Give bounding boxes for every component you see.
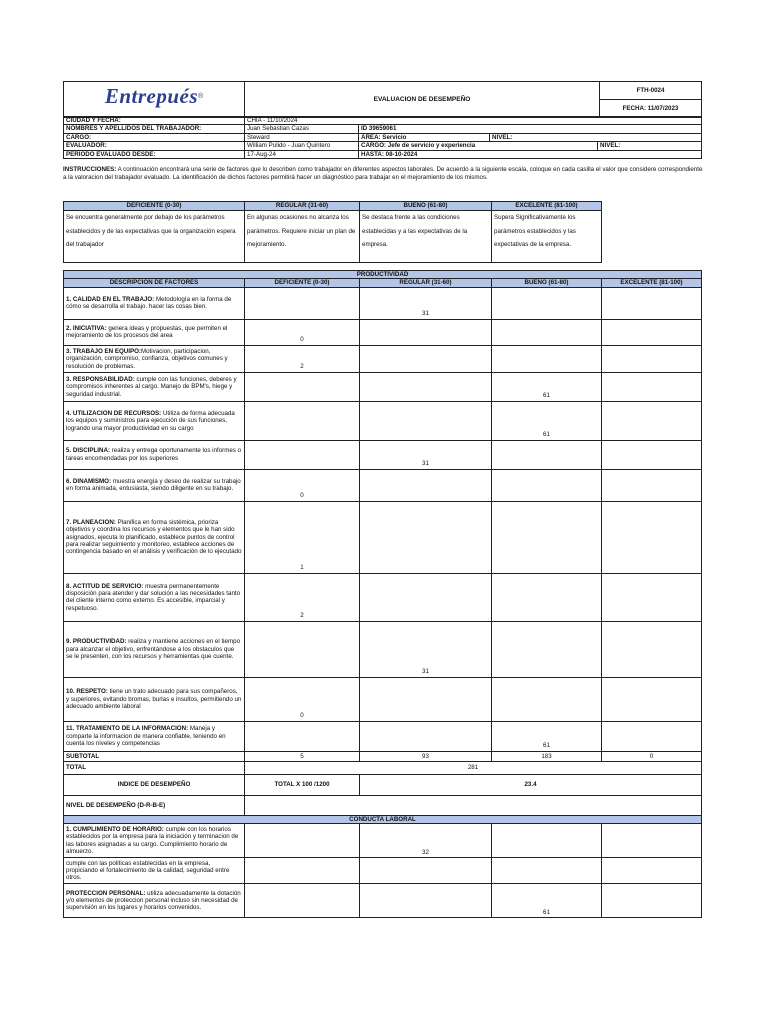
productividad-factor-description — [64, 621, 245, 677]
conducta-score-exc[interactable] — [602, 884, 702, 918]
conducta-score-def[interactable] — [245, 858, 360, 884]
subtotal-excelente: 0 — [602, 751, 702, 761]
periodo-label: PERIODO EVALUADO DESDE: — [64, 150, 245, 158]
productividad-score-reg[interactable] — [360, 319, 492, 345]
total-label: TOTAL — [64, 761, 245, 774]
col-descripcion: DESCRIPCION DE FACTORES — [64, 279, 245, 287]
productividad-score-bue[interactable] — [492, 287, 602, 319]
productividad-score-def[interactable]: 2 — [245, 573, 360, 621]
conducta-factor-text: cumple con los horarios establecidos por la empresa para la iniciación y terminacion de las labores asignadas a su cargo. Cumplimiento horario de almuerzo. — [66, 825, 239, 856]
productividad-factor-text: muestra permanentemente disposición para atender y dar solución a las necesidades tanto del cliente interno como externo. Es accesible, imparcial y respetuoso. — [66, 582, 241, 612]
productividad-factor-description — [64, 573, 245, 621]
instructions-label: INSTRUCCIONES: — [63, 166, 117, 173]
city-label: CIUDAD Y FECHA: — [64, 117, 245, 125]
productividad-title: PRODUCTIVIDAD — [64, 271, 702, 279]
productividad-score-exc[interactable] — [602, 287, 702, 319]
conducta-factor-description — [64, 858, 245, 884]
worker-name-label: NOMBRES Y APELLIDOS DEL TRABAJADOR: — [64, 125, 245, 133]
productividad-factor-description — [64, 372, 245, 401]
productividad-score-reg[interactable] — [360, 677, 492, 721]
productividad-score-reg[interactable] — [360, 372, 492, 401]
productividad-score-bue[interactable] — [492, 469, 602, 501]
productividad-score-def[interactable] — [245, 721, 360, 751]
info-table — [63, 116, 702, 159]
conducta-score-reg[interactable] — [360, 884, 492, 918]
productividad-score-def[interactable]: 0 — [245, 319, 360, 345]
productividad-score-exc[interactable] — [602, 721, 702, 751]
productividad-factor-text: Motivacion, participacion, organización, compromiso, confianza, objetivos comunes y resolución de problemas. — [66, 347, 228, 370]
productividad-factor-title: 4. UTILIZACION DE RECURSOS: — [66, 409, 162, 417]
productividad-score-bue[interactable] — [492, 677, 602, 721]
productividad-score-reg[interactable] — [360, 721, 492, 751]
cargo-value: Steward — [245, 133, 359, 141]
productividad-factor-title: 9. PRODUCTIVIDAD: — [66, 638, 127, 646]
header-table — [63, 81, 702, 118]
productividad-row — [64, 573, 702, 621]
area-label: ÁREA: Servicio — [359, 133, 490, 141]
instructions — [63, 166, 703, 182]
form-date: FECHA: 11/07/2023 — [600, 100, 702, 118]
productividad-score-def[interactable]: 2 — [245, 345, 360, 372]
productividad-factor-text: Utiliza de forma adecuada los equipos y suministros para ejecución de sus funciones, logrando una mayor productividad en su cargo — [66, 409, 235, 432]
productividad-score-bue[interactable] — [492, 440, 602, 469]
productividad-row — [64, 401, 702, 440]
conducta-row — [64, 858, 702, 884]
productividad-score-bue[interactable]: 61 — [492, 721, 602, 751]
subtotal-regular: 93 — [360, 751, 492, 761]
scale-table — [63, 201, 602, 263]
conducta-factor-text: utiliza adecuadamente la dotación y/o elementos de proteccion personal incluso sin necesidad de supervisión en los lugares y horarios convenidos. — [66, 889, 241, 912]
conducta-score-bue[interactable] — [492, 858, 602, 884]
scale-header-excelente: EXCELENTE (81-100) — [492, 202, 602, 211]
conducta-factor-title: PROTECCION PERSONAL: — [66, 889, 146, 897]
productividad-row — [64, 621, 702, 677]
nivel-desempeno-value[interactable] — [245, 795, 702, 815]
productividad-row — [64, 677, 702, 721]
productividad-score-reg[interactable] — [360, 345, 492, 372]
productividad-factor-title: 1. CALIDAD EN EL TRABAJO: — [66, 295, 155, 303]
hasta-label: HASTA: 08-10-2024 — [359, 150, 702, 158]
scale-desc-excelente: Supera Significativamente los parámetros establecidos y las expectativas de la empresa. — [492, 211, 602, 263]
productividad-row — [64, 469, 702, 501]
conducta-factor-description — [64, 824, 245, 858]
periodo-value: 17-Aug-24 — [245, 150, 359, 158]
scale-header-deficiente: DEFICIENTE (0-30) — [64, 202, 245, 211]
scale-desc-deficiente: Se encuentra generalmente por debajo de los parámetros establecidos y de las expectativas que la organización espera del trabajador — [64, 211, 245, 263]
indice-label: INDICE DE DESEMPEÑO — [64, 774, 245, 795]
productividad-row — [64, 440, 702, 469]
conducta-score-exc[interactable] — [602, 858, 702, 884]
productividad-score-def[interactable] — [245, 440, 360, 469]
productividad-score-reg[interactable] — [360, 573, 492, 621]
worker-id: ID 39659061 — [359, 125, 702, 133]
conducta-factor-description — [64, 884, 245, 918]
productividad-factor-description — [64, 345, 245, 372]
scale-header-bueno: BUENO (61-80) — [360, 202, 492, 211]
subtotal-deficiente: 5 — [245, 751, 360, 761]
productividad-score-exc[interactable] — [602, 440, 702, 469]
productividad-factor-text: realiza y entrega oportunamente los informes o tareas encomendadas por los superiores — [66, 447, 242, 462]
productividad-factor-title: 2. INICIATIVA: — [66, 324, 107, 332]
productividad-score-def[interactable]: 1 — [245, 501, 360, 573]
conducta-score-bue[interactable]: 61 — [492, 884, 602, 918]
indice-value: 23.4 — [360, 774, 702, 795]
productividad-score-exc[interactable] — [602, 469, 702, 501]
productividad-score-exc[interactable] — [602, 677, 702, 721]
productividad-score-bue[interactable]: 61 — [492, 372, 602, 401]
productividad-score-bue[interactable]: 61 — [492, 401, 602, 440]
productividad-score-exc[interactable] — [602, 401, 702, 440]
scale-header-regular: REGULAR (31-60) — [245, 202, 360, 211]
productividad-score-reg[interactable]: 31 — [360, 440, 492, 469]
conducta-row — [64, 884, 702, 918]
productividad-factor-title: 6. DINAMISMO: — [66, 477, 112, 485]
productividad-score-def[interactable] — [245, 372, 360, 401]
nivel-label: NIVEL: — [490, 133, 702, 141]
form-title: EVALUACION DE DESEMPEÑO — [245, 82, 600, 118]
productividad-score-reg[interactable]: 31 — [360, 621, 492, 677]
logo-cell — [64, 82, 245, 118]
productividad-factor-text: realiza y mantiene acciones en el tiempo para alcanzar el objetivo, enfrentándose a los obstaculos que se le presenten, con los recursos y herramientas que cuente. — [66, 638, 241, 661]
conducta-score-bue[interactable] — [492, 824, 602, 858]
conducta-factor-title: 1. CUMPLIMIENTO DE HORARIO: — [66, 825, 164, 833]
productividad-factor-text: Metodología en la forma de cómo se desarrolla el trabajo. hacer las cosas bien. — [66, 295, 232, 311]
city-value: CHIA - 11/10/2024 — [245, 117, 702, 125]
productividad-factor-text: tiene un trato adecuado para sus compañeros, y superiores, evitando bromas, burlas e insultos, permitiendo un adecuado ambiente laboral — [66, 688, 242, 711]
conducta-score-def[interactable] — [245, 884, 360, 918]
productividad-factor-text: Planifica en forma sistémica, prioriza objetivos y coordina los recursos y elementos que le han sido asignados, ejecuta lo planificado, establece puntos de control para realizar seguimiento y monitoreo, establece acciones de contingencia basado en el análisis y verificación de lo ejecutado — [66, 518, 242, 556]
form-code: FTH-0024 — [600, 82, 702, 100]
cargo-label: CARGO: — [64, 133, 245, 141]
productividad-factor-description — [64, 469, 245, 501]
evaluador-value: William Pulido - Juan Quintero — [245, 142, 359, 150]
productividad-row — [64, 345, 702, 372]
col-regular: REGULAR (31-60) — [360, 279, 492, 287]
evaluador-cargo: CARGO: Jefe de servicio y experiencia — [359, 142, 598, 150]
productividad-score-exc[interactable] — [602, 573, 702, 621]
indice-formula: TOTAL X 100 /1200 — [245, 774, 360, 795]
productividad-factor-title: 3. TRABAJO EN EQUIPO: — [66, 347, 141, 355]
productividad-score-bue[interactable] — [492, 573, 602, 621]
col-bueno: BUENO (61-80) — [492, 279, 602, 287]
productividad-score-def[interactable] — [245, 621, 360, 677]
productividad-row — [64, 372, 702, 401]
worker-name-value: Juan Sebastian Cazas — [245, 125, 359, 133]
productividad-factor-description — [64, 440, 245, 469]
productividad-score-bue[interactable] — [492, 319, 602, 345]
productividad-factor-description — [64, 721, 245, 751]
scale-desc-regular: En algunas ocasiones no alcanza los parámetros. Requiere iniciar un plan de mejoramiento. — [245, 211, 360, 263]
productividad-factor-text: cumple con las funciones, deberes y compromisos inherentes al cargo. Manejo de BPM's, hiege y seguridad industrial. — [66, 375, 237, 398]
productividad-factor-description — [64, 677, 245, 721]
productividad-factor-title: 11. TRATAMIENTO DE LA INFORMACION: — [66, 725, 189, 733]
scale-desc-bueno: Se destaca frente a las condiciones establecidas y a las expectativas de la empresa. — [360, 211, 492, 263]
productividad-factor-text: Maneja y comparte la informacion de manera confiable, teniendo en cuenta los niveles y competencias — [66, 725, 226, 748]
nivel-desempeno-label: NIVEL DE DESEMPEÑO (D-R-B-E) — [64, 795, 245, 815]
productividad-score-bue[interactable] — [492, 621, 602, 677]
conducta-factor-text: cumple con las politicas establecidas en la empresa, propiciando el fortalecimiento de la calidad, seguridad entre otros. — [66, 859, 230, 882]
productividad-score-bue[interactable] — [492, 501, 602, 573]
productividad-row — [64, 287, 702, 319]
productividad-factor-title: 7. PLANEACION: — [66, 518, 116, 526]
productividad-score-def[interactable] — [245, 287, 360, 319]
productividad-factor-description — [64, 401, 245, 440]
col-excelente: EXCELENTE (81-100) — [602, 279, 702, 287]
productividad-score-exc[interactable] — [602, 319, 702, 345]
productividad-score-exc[interactable] — [602, 621, 702, 677]
evaluador-label: EVALUADOR: — [64, 142, 245, 150]
productividad-factor-description — [64, 319, 245, 345]
conducta-score-exc[interactable] — [602, 824, 702, 858]
col-deficiente: DEFICIENTE (0-30) — [245, 279, 360, 287]
conducta-score-reg[interactable]: 32 — [360, 824, 492, 858]
conducta-score-reg[interactable] — [360, 858, 492, 884]
productividad-factor-text: genera ideas y propuestas, que permiten el mejoramiento de los procesos del area — [66, 324, 228, 340]
trademark-symbol: ® — [198, 93, 204, 101]
productividad-factor-text: muestra energía y deseo de realizar su trabajo en forma animada, entusiasta, siendo diligente en su trabajo. — [66, 477, 241, 493]
productividad-factor-description — [64, 501, 245, 573]
productividad-factor-description — [64, 287, 245, 319]
productividad-factor-title: 10. RESPETO: — [66, 688, 108, 696]
productividad-row — [64, 721, 702, 751]
productividad-score-reg[interactable] — [360, 501, 492, 573]
conducta-row — [64, 824, 702, 858]
subtotal-bueno: 183 — [492, 751, 602, 761]
productividad-score-def[interactable]: 0 — [245, 677, 360, 721]
instructions-text: A continuación encontrará una serie de factores que lo describen como trabajador en diferentes aspectos laborales. De acuerdo a la siguiente escala, coloque en cada casilla el valor que considere correspondiente a la valoracion del trabajador evaluado. La identificación de dichos factores permitirá hacer un diagnóstico para trabajar en el mejoramiento de los mismos. — [63, 166, 703, 181]
productividad-score-reg[interactable]: 31 — [360, 287, 492, 319]
productividad-score-reg[interactable] — [360, 401, 492, 440]
company-logo: Entrepués — [104, 84, 198, 109]
productividad-table — [63, 270, 702, 918]
subtotal-label: SUBTOTAL — [64, 751, 245, 761]
productividad-score-def[interactable]: 0 — [245, 469, 360, 501]
evaluador-nivel: NIVEL: — [598, 142, 702, 150]
conducta-score-def[interactable] — [245, 824, 360, 858]
productividad-score-exc[interactable] — [602, 501, 702, 573]
productividad-score-def[interactable] — [245, 401, 360, 440]
productividad-row — [64, 501, 702, 573]
productividad-score-exc[interactable] — [602, 345, 702, 372]
total-value: 281 — [245, 761, 702, 774]
productividad-score-bue[interactable] — [492, 345, 602, 372]
productividad-factor-title: 8. ACTITUD DE SERVICIO: — [66, 582, 144, 590]
productividad-factor-title: 3. RESPONSABILIDAD: — [66, 375, 135, 383]
productividad-score-exc[interactable] — [602, 372, 702, 401]
productividad-score-reg[interactable] — [360, 469, 492, 501]
conducta-title: CONDUCTA LABORAL — [64, 815, 702, 823]
productividad-row — [64, 319, 702, 345]
productividad-factor-title: 5. DISCIPLINA: — [66, 447, 111, 455]
